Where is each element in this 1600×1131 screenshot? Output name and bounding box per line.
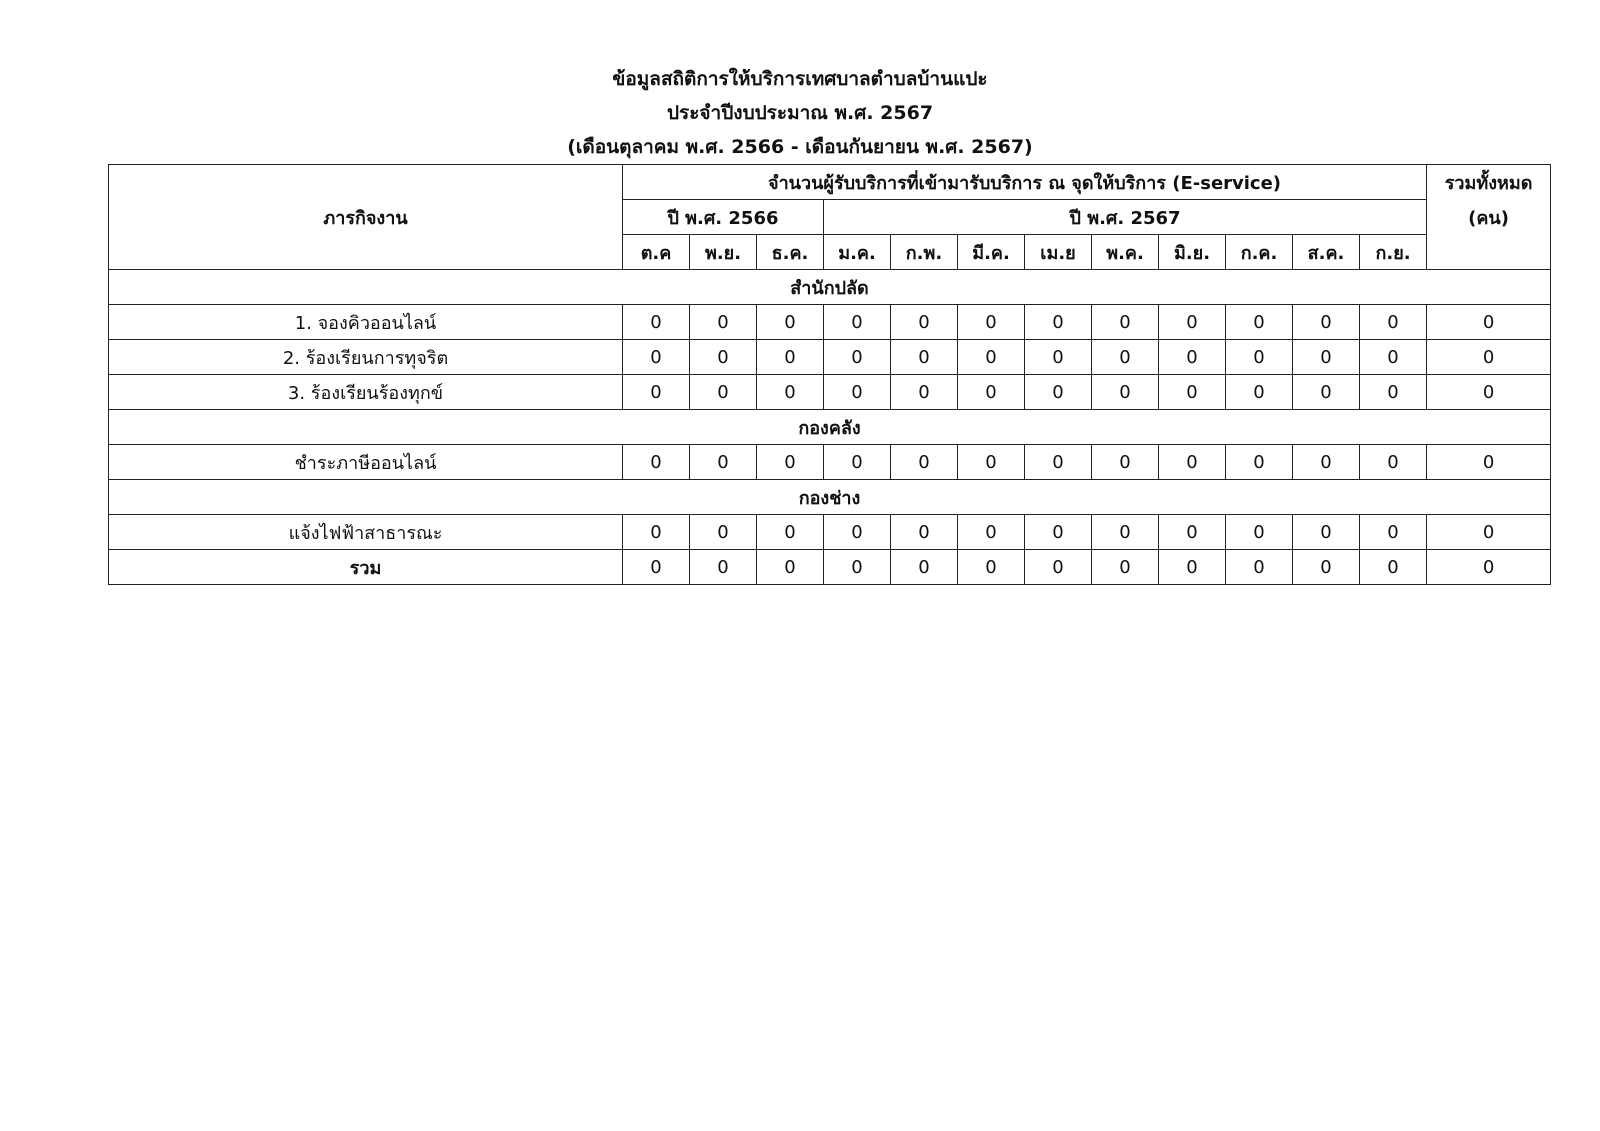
monthly-count-cell: 0 [1293,515,1360,550]
monthly-count-cell: 0 [1025,305,1092,340]
monthly-count-cell: 0 [1293,445,1360,480]
monthly-count-cell: 0 [1360,375,1427,410]
monthly-count-cell: 0 [1025,340,1092,375]
monthly-count-cell: 0 [1092,445,1159,480]
month-header-cell: ก.ย. [1360,235,1427,270]
monthly-count-cell: 0 [1360,445,1427,480]
service-label: 1. จองคิวออนไลน์ [109,305,623,340]
monthly-count-cell: 0 [623,445,690,480]
monthly-count-cell: 0 [757,515,824,550]
monthly-count-cell: 0 [690,340,757,375]
month-header-cell: มิ.ย. [1159,235,1226,270]
mission-header: ภารกิจงาน [109,165,623,270]
summary-count-cell: 0 [824,550,891,585]
monthly-count-cell: 0 [690,305,757,340]
grand-total-header-line2: (คน) [1427,200,1551,235]
monthly-count-cell: 0 [1025,445,1092,480]
month-header-cell: ก.พ. [891,235,958,270]
year-2566-header: ปี พ.ศ. 2566 [623,200,824,235]
monthly-count-cell: 0 [824,340,891,375]
monthly-count-cell: 0 [824,305,891,340]
monthly-count-cell: 0 [891,445,958,480]
section-title: สำนักปลัด [109,270,1551,305]
month-header-cell: ธ.ค. [757,235,824,270]
summary-count-cell: 0 [891,550,958,585]
monthly-count-cell: 0 [1226,375,1293,410]
summary-count-cell: 0 [623,550,690,585]
service-label: 2. ร้องเรียนการทุจริต [109,340,623,375]
section-title: กองช่าง [109,480,1551,515]
summary-count-cell: 0 [1025,550,1092,585]
monthly-count-cell: 0 [1159,445,1226,480]
monthly-count-cell: 0 [690,445,757,480]
monthly-count-cell: 0 [1360,340,1427,375]
table-row [109,445,1551,480]
service-label: แจ้งไฟฟ้าสาธารณะ [109,515,623,550]
header-row-1 [109,165,1551,200]
monthly-count-cell: 0 [1360,305,1427,340]
monthly-count-cell: 0 [1226,445,1293,480]
summary-count-cell: 0 [1092,550,1159,585]
monthly-count-cell: 0 [623,340,690,375]
section-row [109,480,1551,515]
section-title: กองคลัง [109,410,1551,445]
section-row [109,410,1551,445]
table-row [109,375,1551,410]
monthly-count-cell: 0 [958,340,1025,375]
document-title: ข้อมูลสถิติการให้บริการเทศบาลตำบลบ้านแปะ [612,68,988,90]
monthly-count-cell: 0 [690,375,757,410]
monthly-count-cell: 0 [891,305,958,340]
monthly-count-cell: 0 [623,305,690,340]
section-row [109,270,1551,305]
document-subtitle-period: (เดือนตุลาคม พ.ศ. 2566 - เดือนกันยายน พ.ศ. 2567) [567,136,1033,158]
monthly-count-cell: 0 [757,305,824,340]
monthly-count-cell: 0 [824,375,891,410]
summary-count-cell: 0 [1360,550,1427,585]
monthly-count-cell: 0 [1159,340,1226,375]
month-header-cell: ต.ค [623,235,690,270]
monthly-count-cell: 0 [891,515,958,550]
month-header-cell: เม.ย [1025,235,1092,270]
month-header-cell: ม.ค. [824,235,891,270]
monthly-count-cell: 0 [1293,340,1360,375]
monthly-count-cell: 0 [824,445,891,480]
summary-count-cell: 0 [757,550,824,585]
monthly-count-cell: 0 [1092,515,1159,550]
monthly-count-cell: 0 [891,340,958,375]
monthly-count-cell: 0 [757,375,824,410]
service-label: 3. ร้องเรียนร้องทุกข์ [109,375,623,410]
month-header-cell: มี.ค. [958,235,1025,270]
service-count-header: จำนวนผู้รับบริการที่เข้ามารับบริการ ณ จุดให้บริการ (E-service) [623,165,1427,200]
monthly-count-cell: 0 [1226,515,1293,550]
statistics-table [108,164,1551,585]
monthly-count-cell: 0 [1092,340,1159,375]
monthly-count-cell: 0 [1293,305,1360,340]
monthly-count-cell: 0 [1159,515,1226,550]
monthly-count-cell: 0 [757,445,824,480]
monthly-count-cell: 0 [690,515,757,550]
row-total-cell: 0 [1427,375,1551,410]
row-total-cell: 0 [1427,445,1551,480]
summary-label: รวม [109,550,623,585]
monthly-count-cell: 0 [1025,515,1092,550]
monthly-count-cell: 0 [958,445,1025,480]
summary-grand-total-cell: 0 [1427,550,1551,585]
monthly-count-cell: 0 [1092,305,1159,340]
grand-total-header-line1: รวมทั้งหมด [1427,165,1551,200]
grand-total-header-spacer [1427,235,1551,270]
row-total-cell: 0 [1427,515,1551,550]
monthly-count-cell: 0 [1159,305,1226,340]
summary-count-cell: 0 [1226,550,1293,585]
service-label: ชำระภาษีออนไลน์ [109,445,623,480]
monthly-count-cell: 0 [1293,375,1360,410]
month-header-cell: ส.ค. [1293,235,1360,270]
document-title-block [0,62,1600,164]
monthly-count-cell: 0 [824,515,891,550]
month-header-cell: พ.ย. [690,235,757,270]
month-header-cell: พ.ค. [1092,235,1159,270]
summary-count-cell: 0 [1159,550,1226,585]
summary-count-cell: 0 [1293,550,1360,585]
summary-count-cell: 0 [690,550,757,585]
monthly-count-cell: 0 [958,305,1025,340]
monthly-count-cell: 0 [1025,375,1092,410]
row-total-cell: 0 [1427,340,1551,375]
monthly-count-cell: 0 [958,515,1025,550]
summary-count-cell: 0 [958,550,1025,585]
summary-row [109,550,1551,585]
month-header-cell: ก.ค. [1226,235,1293,270]
monthly-count-cell: 0 [623,515,690,550]
monthly-count-cell: 0 [1226,305,1293,340]
year-2567-header: ปี พ.ศ. 2567 [824,200,1427,235]
document-subtitle-fiscal-year: ประจำปีงบประมาณ พ.ศ. 2567 [666,102,934,124]
monthly-count-cell: 0 [1092,375,1159,410]
monthly-count-cell: 0 [958,375,1025,410]
table-row [109,305,1551,340]
table-row [109,340,1551,375]
monthly-count-cell: 0 [757,340,824,375]
monthly-count-cell: 0 [623,375,690,410]
monthly-count-cell: 0 [891,375,958,410]
row-total-cell: 0 [1427,305,1551,340]
table-row [109,515,1551,550]
monthly-count-cell: 0 [1360,515,1427,550]
monthly-count-cell: 0 [1226,340,1293,375]
monthly-count-cell: 0 [1159,375,1226,410]
